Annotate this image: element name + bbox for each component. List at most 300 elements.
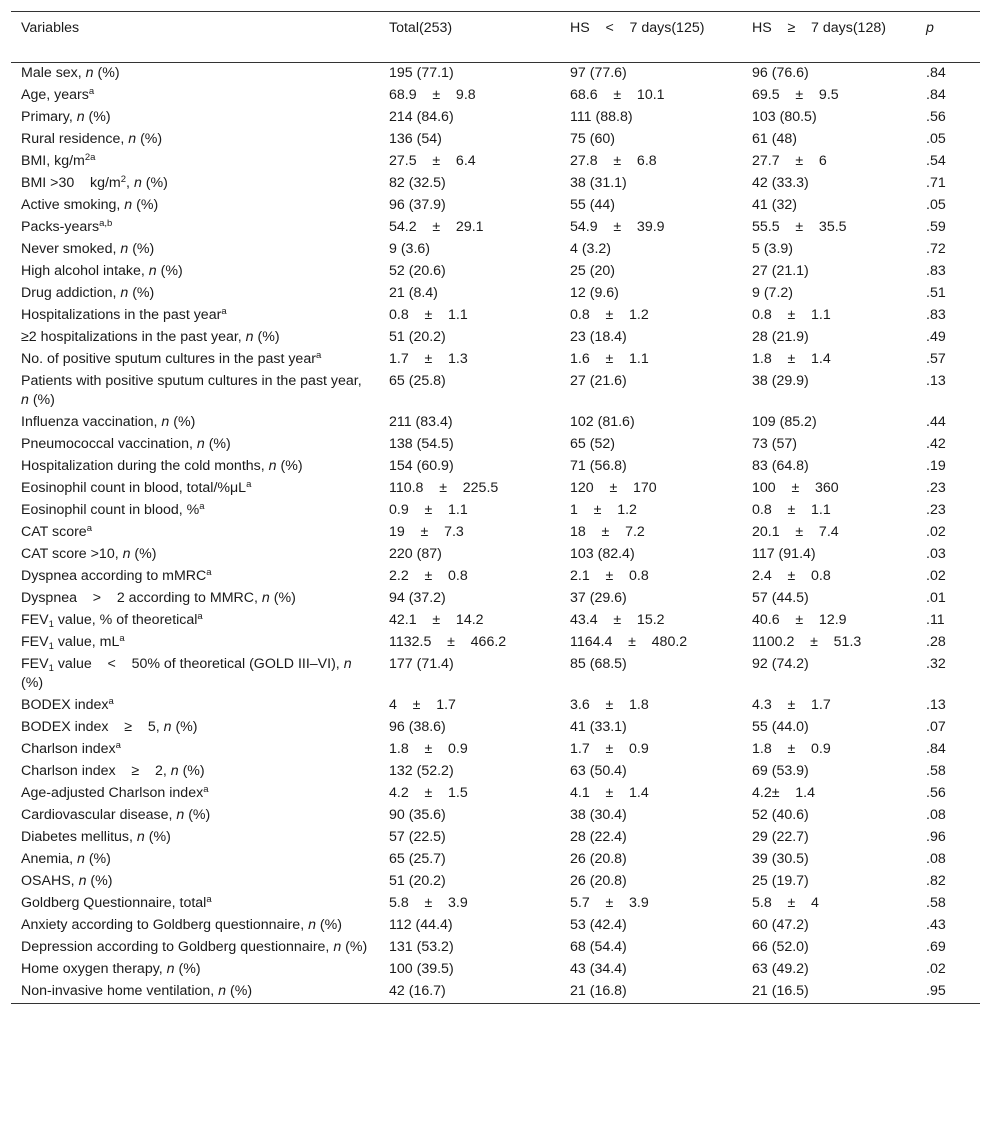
footnote-marker: a — [115, 740, 121, 751]
hs-lt-7-cell: 41 (33.1) — [570, 719, 627, 735]
variable-italic: n — [245, 329, 254, 345]
footnote-marker: a — [197, 611, 203, 622]
p-value-cell: .84 — [926, 741, 946, 757]
total-cell: 65 (25.7) — [389, 851, 446, 867]
p-value-cell: .49 — [926, 329, 946, 345]
p-value-cell: .84 — [926, 65, 946, 81]
hs-ge-7-cell: 4.3 ± 1.7 — [752, 697, 831, 713]
p-value-cell: .11 — [926, 612, 945, 628]
header-p-value: p — [916, 12, 980, 63]
hs-ge-7-cell: 29 (22.7) — [752, 829, 809, 845]
p-value-cell: .56 — [926, 109, 946, 125]
hs-ge-7-cell: 109 (85.2) — [752, 414, 817, 430]
total-cell: 96 (38.6) — [389, 719, 446, 735]
variable-text: Depression according to Goldberg questionnaire, — [21, 939, 334, 955]
variable-italic: n — [124, 197, 133, 213]
variable-text: (%) — [169, 414, 196, 430]
total-cell: 112 (44.4) — [389, 917, 453, 933]
hs-ge-7-cell: 83 (64.8) — [752, 458, 809, 474]
table-row — [11, 305, 980, 327]
total-cell: 0.9 ± 1.1 — [389, 502, 468, 518]
p-value-cell: .02 — [926, 568, 946, 584]
variable-text: (%) — [28, 392, 55, 408]
table-row — [11, 695, 980, 717]
p-value-cell: .72 — [926, 241, 946, 257]
p-value-cell: .19 — [926, 458, 946, 474]
hs-ge-7-cell: 60 (47.2) — [752, 917, 809, 933]
variable-italic: n — [148, 263, 157, 279]
variable-text: Never smoked, — [21, 241, 121, 257]
table-row — [11, 261, 980, 283]
header-hs-lt-7-days: HS < 7 days(125) — [560, 12, 742, 63]
variable-text: Eosinophil count in blood, % — [21, 502, 200, 518]
hs-lt-7-cell: 1164.4 ± 480.2 — [570, 634, 688, 650]
variable-text: Dyspnea according to mMRC — [21, 568, 207, 584]
variable-italic: n — [196, 436, 205, 452]
total-cell: 27.5 ± 6.4 — [389, 153, 476, 169]
variable-text: Age-adjusted Charlson index — [21, 785, 204, 801]
footnote-marker: a — [221, 306, 227, 317]
total-cell: 5.8 ± 3.9 — [389, 895, 468, 911]
footnote-marker: a — [203, 784, 209, 795]
hs-ge-7-cell: 5.8 ± 4 — [752, 895, 819, 911]
table-row — [11, 151, 980, 173]
hs-lt-7-cell: 2.1 ± 0.8 — [570, 568, 649, 584]
header-variables: Variables — [11, 12, 379, 63]
variable-italic: n — [166, 961, 175, 977]
table-row — [11, 827, 980, 849]
table-row — [11, 173, 980, 195]
table-row — [11, 371, 980, 412]
variable-cell — [11, 434, 379, 456]
p-value-cell: .32 — [926, 656, 946, 672]
variable-cell — [11, 63, 379, 86]
hs-lt-7-cell: 38 (31.1) — [570, 175, 627, 191]
total-cell: 54.2 ± 29.1 — [389, 219, 484, 235]
total-cell: 9 (3.6) — [389, 241, 431, 257]
table-row — [11, 500, 980, 522]
table-row — [11, 129, 980, 151]
variable-text: Non-invasive home ventilation, — [21, 983, 219, 999]
p-value-cell: .02 — [926, 961, 946, 977]
variable-cell — [11, 412, 379, 434]
variable-italic: n — [128, 131, 137, 147]
table-row — [11, 522, 980, 544]
variable-text: (%) — [84, 109, 111, 125]
footnote-marker: a — [108, 696, 114, 707]
variable-italic: n — [308, 917, 316, 933]
variable-cell — [11, 915, 379, 937]
p-value-cell: .82 — [926, 873, 946, 889]
variable-cell — [11, 305, 379, 327]
variable-text: Hospitalization during the cold months, — [21, 458, 269, 474]
hs-ge-7-cell: 55 (44.0) — [752, 719, 809, 735]
variable-text: Eosinophil count in blood, total/%μL — [21, 480, 247, 496]
table-row — [11, 959, 980, 981]
hs-lt-7-cell: 1.7 ± 0.9 — [570, 741, 649, 757]
variable-text: (%) — [84, 851, 111, 867]
variable-cell — [11, 261, 379, 283]
p-value-cell: .08 — [926, 807, 946, 823]
footnote-marker: a — [206, 894, 212, 905]
variable-text: , — [126, 175, 134, 191]
header-hs-ge-7-days: HS ≥ 7 days(128) — [742, 12, 916, 63]
variable-text: Rural residence, — [21, 131, 129, 147]
hs-lt-7-cell: 85 (68.5) — [570, 656, 627, 672]
total-cell: 96 (37.9) — [389, 197, 446, 213]
variable-italic: n — [120, 241, 129, 257]
variable-text: Goldberg Questionnaire, total — [21, 895, 207, 911]
hs-ge-7-cell: 1.8 ± 0.9 — [752, 741, 831, 757]
p-value-cell: .59 — [926, 219, 946, 235]
variable-text: (%) — [93, 65, 120, 81]
p-value-cell: .03 — [926, 546, 946, 562]
variable-cell — [11, 107, 379, 129]
variable-text: (%) — [253, 329, 280, 345]
hs-lt-7-cell: 111 (88.8) — [570, 109, 633, 125]
p-value-cell: .57 — [926, 351, 946, 367]
p-value-cell: .23 — [926, 502, 946, 518]
total-cell: 65 (25.8) — [389, 373, 446, 389]
variable-text: (%) — [130, 546, 157, 562]
total-cell: 100 (39.5) — [389, 961, 454, 977]
total-cell: 1.8 ± 0.9 — [389, 741, 468, 757]
hs-lt-7-cell: 103 (82.4) — [570, 546, 635, 562]
hs-ge-7-cell: 55.5 ± 35.5 — [752, 219, 847, 235]
total-cell: 51 (20.2) — [389, 873, 446, 889]
total-cell: 4.2 ± 1.5 — [389, 785, 468, 801]
hs-ge-7-cell: 39 (30.5) — [752, 851, 809, 867]
variable-cell — [11, 610, 379, 632]
total-cell: 2.2 ± 0.8 — [389, 568, 468, 584]
variable-text: (%) — [21, 656, 356, 691]
variable-text: (%) — [128, 241, 155, 257]
variable-text: (%) — [171, 719, 198, 735]
variable-text: (%) — [174, 961, 201, 977]
variable-cell — [11, 654, 379, 695]
header-total: Total(253) — [379, 12, 560, 63]
table-row — [11, 412, 980, 434]
p-value-cell: .95 — [926, 983, 946, 999]
hs-lt-7-cell: 97 (77.6) — [570, 65, 627, 81]
table-row — [11, 588, 980, 610]
hs-ge-7-cell: 27.7 ± 6 — [752, 153, 827, 169]
table-row — [11, 63, 980, 86]
variable-text: Dyspnea > 2 according to MMRC, — [21, 590, 262, 606]
variable-text: OSAHS, — [21, 873, 79, 889]
p-value-cell: .71 — [926, 175, 946, 191]
variable-italic: n — [161, 414, 170, 430]
table-row — [11, 85, 980, 107]
hs-ge-7-cell: 20.1 ± 7.4 — [752, 524, 839, 540]
hs-ge-7-cell: 52 (40.6) — [752, 807, 809, 823]
hs-ge-7-cell: 117 (91.4) — [752, 546, 816, 562]
variable-cell — [11, 544, 379, 566]
total-cell: 82 (32.5) — [389, 175, 446, 191]
hs-lt-7-cell: 65 (52) — [570, 436, 615, 452]
footnote-marker: a — [119, 633, 125, 644]
variable-cell — [11, 478, 379, 500]
variable-cell — [11, 937, 379, 959]
variable-text: (%) — [128, 285, 155, 301]
hs-lt-7-cell: 0.8 ± 1.2 — [570, 307, 649, 323]
subscript: 1 — [48, 641, 54, 652]
variable-cell — [11, 566, 379, 588]
variable-text: (%) — [184, 807, 211, 823]
p-value-cell: .84 — [926, 87, 946, 103]
table-row — [11, 761, 980, 783]
p-value-cell: .01 — [926, 590, 946, 606]
total-cell: 57 (22.5) — [389, 829, 446, 845]
hs-ge-7-cell: 5 (3.9) — [752, 241, 794, 257]
hs-lt-7-cell: 28 (22.4) — [570, 829, 627, 845]
hs-ge-7-cell: 28 (21.9) — [752, 329, 809, 345]
hs-ge-7-cell: 0.8 ± 1.1 — [752, 502, 831, 518]
variable-text: Packs-years — [21, 219, 100, 235]
variable-cell — [11, 959, 379, 981]
p-value-cell: .28 — [926, 634, 946, 650]
variable-italic: n — [21, 392, 29, 408]
total-cell: 1132.5 ± 466.2 — [389, 634, 507, 650]
p-value-cell: .69 — [926, 939, 946, 955]
table-row — [11, 195, 980, 217]
hs-lt-7-cell: 75 (60) — [570, 131, 615, 147]
variable-text: Charlson index — [21, 741, 116, 757]
variable-cell — [11, 85, 379, 107]
hs-lt-7-cell: 37 (29.6) — [570, 590, 627, 606]
variable-cell — [11, 632, 379, 654]
variable-cell — [11, 129, 379, 151]
p-value-cell: .83 — [926, 307, 946, 323]
hs-ge-7-cell: 61 (48) — [752, 131, 797, 147]
variable-text: Influenza vaccination, — [21, 414, 162, 430]
table-row — [11, 871, 980, 893]
hs-ge-7-cell: 38 (29.9) — [752, 373, 809, 389]
variable-text: ≥2 hospitalizations in the past year, — [21, 329, 246, 345]
variable-italic: n — [78, 873, 87, 889]
variable-text: (%) — [141, 175, 168, 191]
table-row — [11, 805, 980, 827]
hs-ge-7-cell: 69.5 ± 9.5 — [752, 87, 839, 103]
hs-lt-7-cell: 12 (9.6) — [570, 285, 619, 301]
variable-text: Primary, — [21, 109, 77, 125]
table-row — [11, 849, 980, 871]
hs-lt-7-cell: 43 (34.4) — [570, 961, 627, 977]
hs-ge-7-cell: 25 (19.7) — [752, 873, 809, 889]
hs-lt-7-cell: 68.6 ± 10.1 — [570, 87, 665, 103]
variable-italic: n — [120, 285, 129, 301]
total-cell: 51 (20.2) — [389, 329, 446, 345]
variable-text: (%) — [204, 436, 231, 452]
table-row — [11, 915, 980, 937]
total-cell: 132 (52.2) — [389, 763, 454, 779]
hs-ge-7-cell: 57 (44.5) — [752, 590, 809, 606]
variable-text: Drug addiction, — [21, 285, 121, 301]
variable-text: (%) — [226, 983, 253, 999]
variable-text: Cardiovascular disease, — [21, 807, 177, 823]
variable-text: Active smoking, — [21, 197, 125, 213]
variable-text: BODEX index ≥ 5, — [21, 719, 164, 735]
total-cell: 138 (54.5) — [389, 436, 454, 452]
hs-lt-7-cell: 3.6 ± 1.8 — [570, 697, 649, 713]
total-cell: 131 (53.2) — [389, 939, 454, 955]
variable-italic: n — [170, 763, 179, 779]
variable-text: (%) — [86, 873, 113, 889]
hs-ge-7-cell: 4.2± 1.4 — [752, 785, 815, 801]
variable-text: CAT score >10, — [21, 546, 123, 562]
hs-ge-7-cell: 63 (49.2) — [752, 961, 809, 977]
variable-text: High alcohol intake, — [21, 263, 149, 279]
footnote-marker: 2a — [84, 152, 96, 163]
total-cell: 177 (71.4) — [389, 656, 454, 672]
variable-text: Anemia, — [21, 851, 77, 867]
hs-lt-7-cell: 5.7 ± 3.9 — [570, 895, 649, 911]
footnote-marker: a — [206, 567, 212, 578]
total-cell: 19 ± 7.3 — [389, 524, 464, 540]
variable-italic: n — [333, 939, 342, 955]
total-cell: 52 (20.6) — [389, 263, 446, 279]
variable-italic: n — [133, 175, 142, 191]
hs-lt-7-cell: 26 (20.8) — [570, 873, 627, 889]
variable-text: (%) — [276, 458, 303, 474]
total-cell: 90 (35.6) — [389, 807, 446, 823]
p-value-cell: .07 — [926, 719, 946, 735]
variable-cell — [11, 522, 379, 544]
table-row — [11, 566, 980, 588]
hs-lt-7-cell: 23 (18.4) — [570, 329, 627, 345]
variable-text: CAT score — [21, 524, 87, 540]
hs-ge-7-cell: 40.6 ± 12.9 — [752, 612, 847, 628]
p-value-cell: .58 — [926, 895, 946, 911]
hs-lt-7-cell: 54.9 ± 39.9 — [570, 219, 665, 235]
variable-cell — [11, 327, 379, 349]
subscript: 1 — [48, 663, 54, 674]
table-row — [11, 283, 980, 305]
variable-italic: n — [136, 829, 145, 845]
hs-lt-7-cell: 120 ± 170 — [570, 480, 657, 496]
hs-lt-7-cell: 25 (20) — [570, 263, 615, 279]
variable-cell — [11, 849, 379, 871]
variable-text: (%) — [132, 197, 159, 213]
hs-ge-7-cell: 42 (33.3) — [752, 175, 809, 191]
table-row — [11, 239, 980, 261]
table-row — [11, 107, 980, 129]
variable-cell — [11, 893, 379, 915]
variable-cell — [11, 739, 379, 761]
variable-italic: n — [268, 458, 277, 474]
variable-text: (%) — [144, 829, 171, 845]
table-body — [11, 63, 980, 1004]
total-cell: 136 (54) — [389, 131, 442, 147]
variable-cell — [11, 217, 379, 239]
table-row — [11, 739, 980, 761]
hs-ge-7-cell: 103 (80.5) — [752, 109, 817, 125]
total-cell: 4 ± 1.7 — [389, 697, 456, 713]
variable-italic: n — [85, 65, 94, 81]
p-value-cell: .23 — [926, 480, 946, 496]
variable-cell — [11, 173, 379, 195]
total-cell: 1.7 ± 1.3 — [389, 351, 468, 367]
variable-cell — [11, 283, 379, 305]
total-cell: 220 (87) — [389, 546, 442, 562]
subscript: 1 — [48, 619, 54, 630]
table-row — [11, 327, 980, 349]
p-value-cell: .02 — [926, 524, 946, 540]
variable-text: BODEX index — [21, 697, 109, 713]
variable-text: Patients with positive sputum cultures in the past year, — [21, 373, 366, 389]
variable-cell — [11, 195, 379, 217]
total-cell: 42 (16.7) — [389, 983, 446, 999]
total-cell: 211 (83.4) — [389, 414, 453, 430]
variable-text: Age, years — [21, 87, 89, 103]
variable-text: BMI, kg/m — [21, 153, 85, 169]
total-cell: 21 (8.4) — [389, 285, 438, 301]
table-row — [11, 217, 980, 239]
p-value-cell: .44 — [926, 414, 946, 430]
table-row — [11, 610, 980, 632]
variable-text: (%) — [156, 263, 183, 279]
total-cell: 110.8 ± 225.5 — [389, 480, 499, 496]
variable-cell — [11, 783, 379, 805]
variable-text: No. of positive sputum cultures in the past year — [21, 351, 316, 367]
variable-text: value < 50% of theoretical (GOLD III–VI), — [53, 656, 344, 672]
p-value-cell: .05 — [926, 197, 946, 213]
p-value-cell: .05 — [926, 131, 946, 147]
variable-text: FEV — [21, 612, 49, 628]
footnote-marker: a — [199, 501, 205, 512]
footnote-marker: a,b — [99, 218, 113, 229]
hs-lt-7-cell: 26 (20.8) — [570, 851, 627, 867]
hs-lt-7-cell: 21 (16.8) — [570, 983, 627, 999]
footnote-marker: a — [315, 350, 322, 361]
footnote-marker: a — [88, 86, 95, 97]
footnote-marker: a — [246, 479, 252, 490]
variable-text: Male sex, — [21, 65, 86, 81]
p-value-cell: .13 — [926, 697, 946, 713]
variable-text: Anxiety according to Goldberg questionnaire, — [21, 917, 309, 933]
variable-cell — [11, 371, 379, 412]
variable-text: (%) — [269, 590, 296, 606]
hs-ge-7-cell: 96 (76.6) — [752, 65, 809, 81]
table-row — [11, 434, 980, 456]
variable-cell — [11, 871, 379, 893]
p-value-cell: .83 — [926, 263, 946, 279]
variable-text: Pneumococcal vaccination, — [21, 436, 197, 452]
hs-lt-7-cell: 18 ± 7.2 — [570, 524, 645, 540]
variable-italic: n — [218, 983, 227, 999]
hs-ge-7-cell: 69 (53.9) — [752, 763, 809, 779]
total-cell: 68.9 ± 9.8 — [389, 87, 476, 103]
hs-lt-7-cell: 63 (50.4) — [570, 763, 627, 779]
variable-text: Hospitalizations in the past year — [21, 307, 222, 323]
hs-ge-7-cell: 100 ± 360 — [752, 480, 839, 496]
table-row — [11, 783, 980, 805]
variable-text: (%) — [136, 131, 163, 147]
hs-ge-7-cell: 66 (52.0) — [752, 939, 809, 955]
hs-lt-7-cell: 38 (30.4) — [570, 807, 627, 823]
table-row — [11, 478, 980, 500]
hs-lt-7-cell: 1.6 ± 1.1 — [570, 351, 649, 367]
variable-cell — [11, 239, 379, 261]
p-value-cell: .58 — [926, 763, 946, 779]
table-row — [11, 937, 980, 959]
variable-cell — [11, 805, 379, 827]
variable-text: (%) — [178, 763, 205, 779]
variable-cell — [11, 981, 379, 1004]
table-row — [11, 544, 980, 566]
hs-ge-7-cell: 73 (57) — [752, 436, 797, 452]
hs-ge-7-cell: 0.8 ± 1.1 — [752, 307, 831, 323]
